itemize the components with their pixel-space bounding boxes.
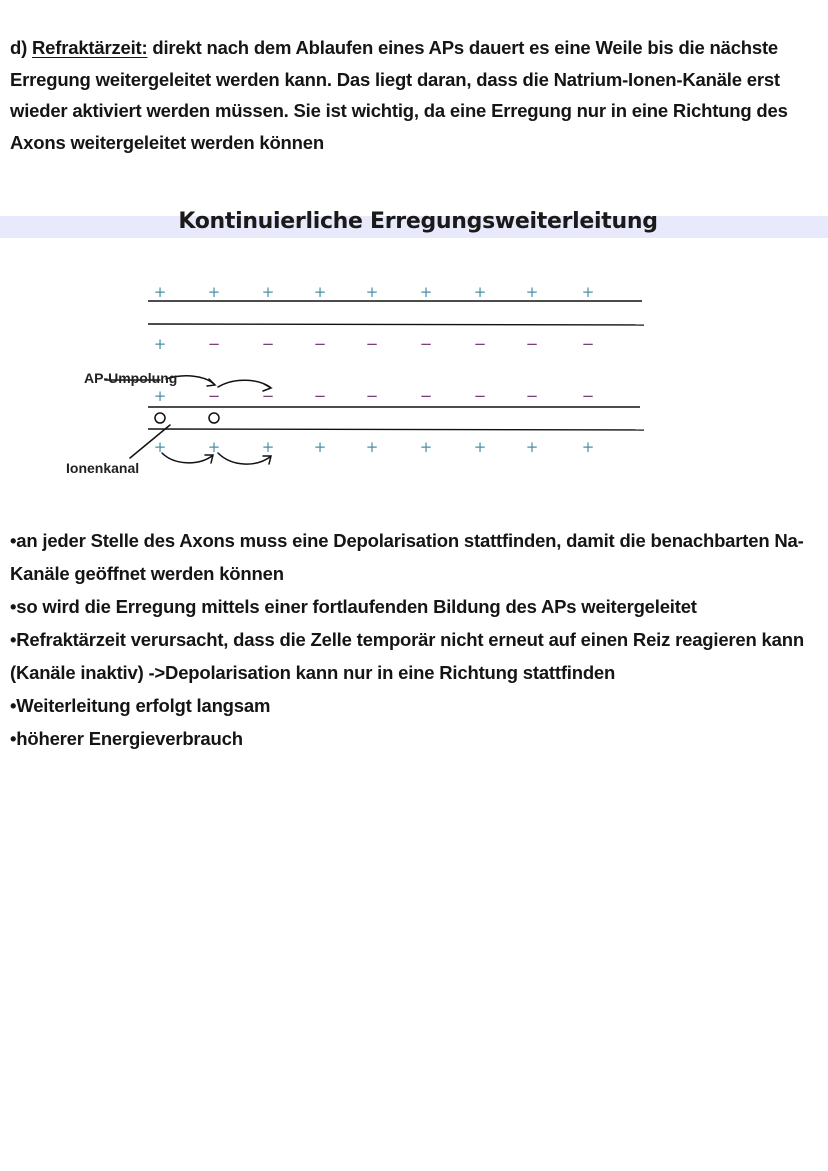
bullet-item: •Refraktärzeit verursacht, dass die Zelle temporär nicht erneut auf einen Reiz reagieren kann (Kanäle inaktiv) ->Depolarisation kann nur in eine Richtung stattfinden: [10, 629, 804, 683]
plus-sign: +: [473, 283, 487, 301]
minus-sign: −: [261, 335, 275, 353]
plus-sign: +: [313, 438, 327, 456]
minus-sign: −: [473, 335, 487, 353]
refractory-paragraph: [10, 32, 818, 158]
minus-sign: −: [581, 335, 595, 353]
plus-sign: +: [581, 283, 595, 301]
plus-sign: +: [153, 283, 167, 301]
minus-sign: −: [313, 387, 327, 405]
plus-sign: +: [153, 438, 167, 456]
minus-sign: −: [365, 335, 379, 353]
section-heading: Kontinuierliche Erregungsweiterleitung: [178, 209, 658, 234]
plus-sign: +: [153, 335, 167, 353]
plus-sign: +: [261, 438, 275, 456]
plus-sign: +: [207, 438, 221, 456]
plus-sign: +: [525, 283, 539, 301]
plus-sign: +: [313, 283, 327, 301]
top-membrane-inner-line: [148, 324, 644, 325]
plus-sign: +: [207, 283, 221, 301]
bullet-item: •höherer Energieverbrauch: [10, 728, 243, 749]
ion-channel-open: [155, 413, 165, 423]
plus-sign: +: [581, 438, 595, 456]
ap-arrow-2: [218, 380, 270, 387]
plus-sign: +: [365, 283, 379, 301]
bullet-item: •so wird die Erregung mittels einer fortlaufenden Bildung des APs weitergeleitet: [10, 596, 697, 617]
bullet-list: [10, 524, 818, 755]
minus-sign: −: [419, 335, 433, 353]
minus-sign: −: [525, 335, 539, 353]
plus-sign: +: [473, 438, 487, 456]
minus-sign: −: [581, 387, 595, 405]
ion-channels: [155, 413, 219, 423]
minus-sign: −: [261, 387, 275, 405]
plus-sign: +: [525, 438, 539, 456]
plus-sign: +: [365, 438, 379, 456]
plus-sign: +: [261, 283, 275, 301]
ap-umpolung-label: AP-Umpolung: [84, 370, 178, 386]
minus-sign: −: [419, 387, 433, 405]
arrows: [105, 376, 271, 464]
ion-channel-label: Ionenkanal: [66, 460, 140, 476]
minus-sign: −: [207, 335, 221, 353]
paragraph-body: direkt nach dem Ablaufen eines APs dauert es eine Weile bis die nächste Erregung weitergeleitet werden kann. Das liegt daran, dass die Natrium-Ionen-Kanäle erst wieder aktiviert werden müssen. Sie ist wichtig, da eine Erregung nur in eine Richtung des Axons weitergeleitet werden können: [10, 37, 788, 153]
ion-channel-next: [209, 413, 219, 423]
minus-sign: −: [207, 387, 221, 405]
minus-sign: −: [313, 335, 327, 353]
minus-sign: −: [473, 387, 487, 405]
paragraph-prefix: d): [10, 37, 33, 58]
membrane-lines: [148, 301, 644, 430]
bottom-membrane-outer-line: [148, 429, 644, 430]
plus-sign: +: [419, 438, 433, 456]
bullet-item: •Weiterleitung erfolgt langsam: [10, 695, 271, 716]
plus-sign: +: [153, 387, 167, 405]
bullet-item: •an jeder Stelle des Axons muss eine Depolarisation stattfinden, damit die benachbarten Na-Kanäle geöffnet werden können: [10, 530, 804, 584]
plus-sign: +: [419, 283, 433, 301]
minus-sign: −: [365, 387, 379, 405]
refractory-term: Refraktärzeit:: [32, 37, 148, 58]
minus-sign: −: [525, 387, 539, 405]
